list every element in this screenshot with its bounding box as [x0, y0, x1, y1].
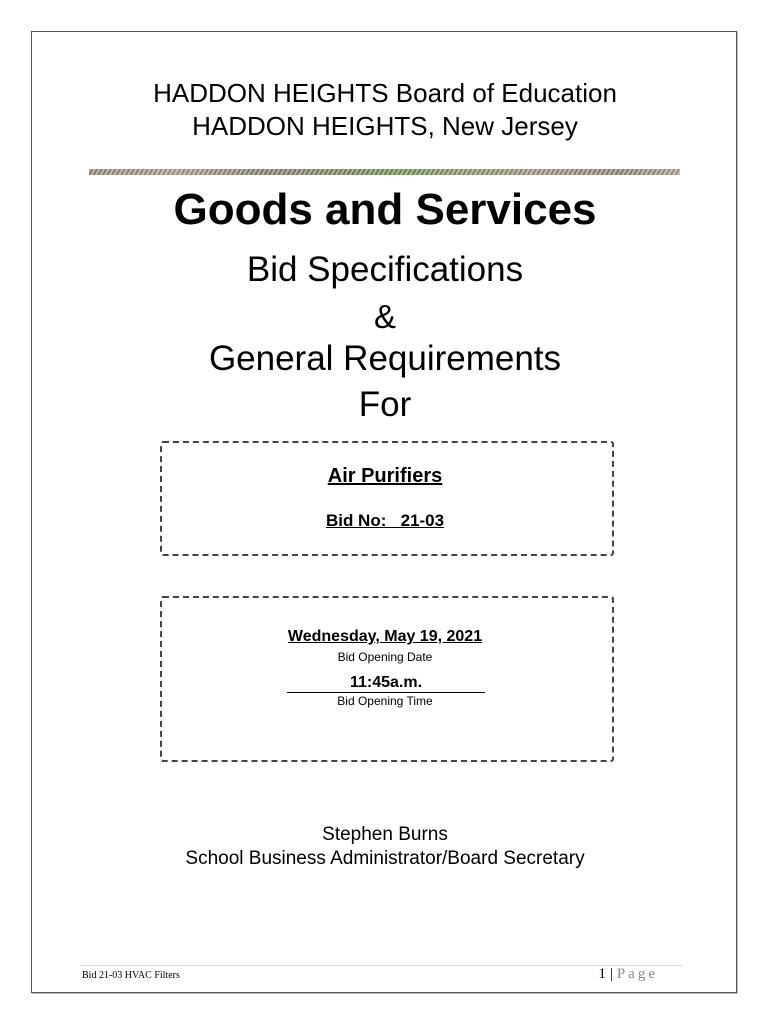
- bid-opening-time-label: Bid Opening Time: [337, 694, 433, 708]
- bid-item-box: [160, 441, 614, 556]
- footer-document-reference: Bid 21-03 HVAC Filters: [82, 970, 180, 981]
- footer-separator: |: [609, 966, 613, 982]
- decorative-divider-texture: [89, 169, 680, 175]
- bid-opening-date-label: Bid Opening Date: [337, 650, 433, 664]
- footer-page-word: Page: [616, 966, 658, 982]
- signatory-name: Stephen Burns: [322, 824, 448, 845]
- organization-name: HADDON HEIGHTS Board of Education: [153, 78, 617, 108]
- subtitle-for: For: [358, 385, 412, 424]
- bid-number-value: 21-03: [400, 511, 445, 530]
- document-title: Goods and Services: [173, 185, 597, 234]
- bid-number-label: Bid No:: [325, 511, 387, 530]
- footer-page-number: 1: [598, 966, 606, 982]
- subtitle-general-requirements: General Requirements: [208, 339, 562, 378]
- organization-location: HADDON HEIGHTS, New Jersey: [192, 111, 578, 141]
- subtitle-ampersand: &: [373, 298, 396, 335]
- footer-page-indicator: [598, 966, 658, 983]
- bid-opening-time: 11:45a.m.: [287, 674, 485, 693]
- subtitle-bid-specifications: Bid Specifications: [246, 250, 524, 289]
- signatory-role: School Business Administrator/Board Secretary: [185, 848, 585, 869]
- bid-item-name: Air Purifiers: [327, 465, 443, 487]
- bid-number-line: [0, 511, 770, 531]
- bid-opening-date: Wednesday, May 19, 2021: [287, 628, 483, 645]
- footer-divider: [80, 965, 682, 966]
